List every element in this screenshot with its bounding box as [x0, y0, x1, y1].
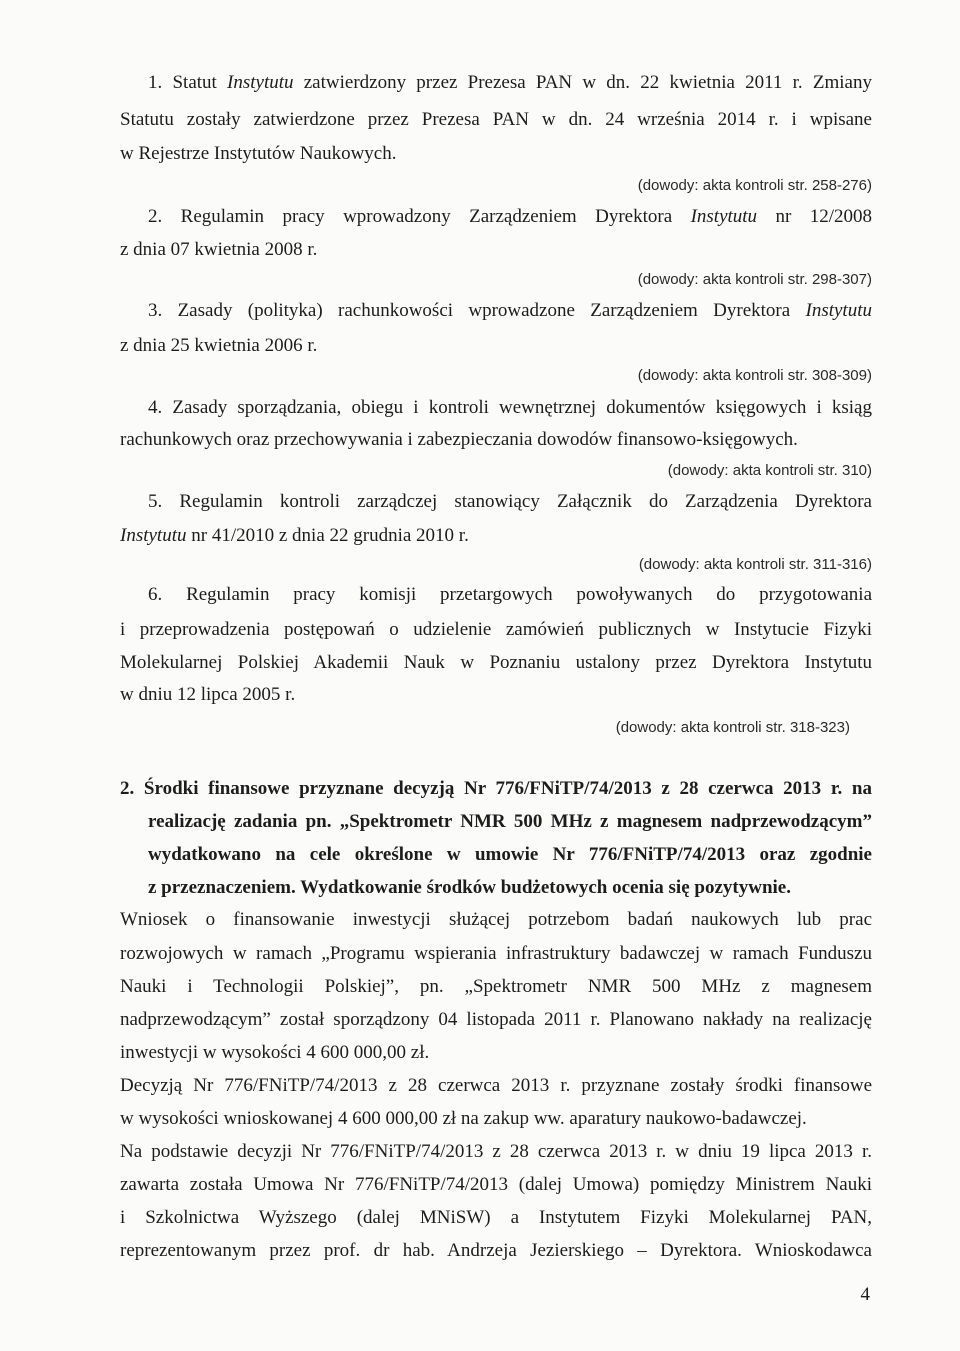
item-1-text-a: Statut — [172, 72, 228, 93]
item-6-line-1 — [148, 583, 872, 607]
item-4-text-a: Zasady sporządzania, obiegu i kontroli wewnętrznej dokumentów księgowych i ksiąg — [172, 397, 872, 418]
item-4-line-1 — [148, 396, 872, 420]
item-1-line-1 — [148, 71, 872, 95]
item-3-line-2: z dnia 25 kwietnia 2006 r. — [120, 335, 318, 356]
paragraph-3-line-1: Na podstawie decyzji Nr 776/FNiTP/74/2013 z 28 czerwca 2013 r. w dniu 19 lipca 2013 r. — [120, 1141, 872, 1162]
item-5-number: 5. — [148, 491, 163, 512]
item-3-evidence: (dowody: akta kontroli str. 308-309) — [637, 367, 872, 384]
item-1-text-b: zatwierdzony przez Prezesa PAN w dn. 22 kwietnia 2011 r. Zmiany — [293, 72, 872, 93]
item-2-evidence: (dowody: akta kontroli str. 298-307) — [637, 271, 872, 288]
paragraph-1-line-2: rozwojowych w ramach „Programu wspierania infrastruktury badawczej w ramach Funduszu — [120, 943, 872, 964]
item-3-text-a: Zasady (polityka) rachunkowości wprowadzone Zarządzeniem Dyrektora — [177, 300, 806, 321]
paragraph-1-line-5: inwestycji w wysokości 4 600 000,00 zł. — [120, 1042, 430, 1063]
item-2-text-b: nr 12/2008 — [757, 206, 872, 227]
item-5-evidence: (dowody: akta kontroli str. 311-316) — [638, 556, 872, 573]
item-5-text-a: Regulamin kontroli zarządczej stanowiący Załącznik do Zarządzenia Dyrektora — [179, 491, 872, 512]
item-3-number: 3. — [148, 300, 163, 321]
item-2-line-1 — [148, 205, 872, 229]
item-1-evidence: (dowody: akta kontroli str. 258-276) — [637, 177, 872, 194]
item-6-line-2: i przeprowadzenia postępowań o udzielenie zamówień publicznych w Instytucie Fizyki — [120, 619, 872, 640]
item-3-line-1 — [148, 299, 872, 323]
item-4-evidence: (dowody: akta kontroli str. 310) — [667, 462, 872, 479]
item-4-number: 4. — [148, 397, 163, 418]
section-2-heading-line-1: 2. Środki finansowe przyznane decyzją Nr 776/FNiTP/74/2013 z 28 czerwca 2013 r. na — [120, 778, 872, 799]
paragraph-1-line-4: nadprzewodzącym” został sporządzony 04 listopada 2011 r. Planowano nakłady na realizację — [120, 1009, 872, 1030]
item-2-line-2: z dnia 07 kwietnia 2008 r. — [120, 239, 318, 260]
item-5-italic: Instytutu — [120, 525, 187, 546]
item-1-italic: Instytutu — [227, 72, 294, 93]
item-6-line-4: w dniu 12 lipca 2005 r. — [120, 684, 296, 705]
item-1-number: 1. — [148, 72, 163, 93]
paragraph-3-line-4: reprezentowanym przez prof. dr hab. Andrzeja Jezierskiego – Dyrektora. Wnioskodawca — [120, 1240, 872, 1261]
item-2-italic: Instytutu — [690, 206, 758, 227]
paragraph-1-line-3: Nauki i Technologii Polskiej”, pn. „Spektrometr NMR 500 MHz z magnesem — [120, 976, 872, 997]
paragraph-2-line-1: Decyzją Nr 776/FNiTP/74/2013 z 28 czerwca 2013 r. przyznane zostały środki finansowe — [120, 1075, 872, 1096]
paragraph-3-line-3: i Szkolnictwa Wyższego (dalej MNiSW) a Instytutem Fizyki Molekularnej PAN, — [120, 1207, 872, 1228]
paragraph-1-line-1: Wniosek o finansowanie inwestycji służącej potrzebom badań naukowych lub prac — [120, 909, 872, 930]
item-6-number: 6. — [148, 584, 163, 605]
item-1-line-2: Statutu zostały zatwierdzone przez Prezesa PAN w dn. 24 września 2014 r. i wpisane — [120, 109, 872, 130]
item-5-text-b: nr 41/2010 z dnia 22 grudnia 2010 r. — [186, 525, 469, 546]
item-6-line-3: Molekularnej Polskiej Akademii Nauk w Poznaniu ustalony przez Dyrektora Instytutu — [120, 652, 872, 673]
item-6-evidence: (dowody: akta kontroli str. 318-323) — [615, 719, 850, 736]
item-5-line-1 — [148, 490, 872, 514]
paragraph-3-line-2: zawarta została Umowa Nr 776/FNiTP/74/2013 (dalej Umowa) pomiędzy Ministrem Nauki — [120, 1174, 872, 1195]
item-2-number: 2. — [148, 206, 163, 227]
section-2-heading-line-3: wydatkowano na cele określone w umowie Nr 776/FNiTP/74/2013 oraz zgodnie — [148, 844, 872, 865]
paragraph-2-line-2: w wysokości wnioskowanej 4 600 000,00 zł na zakup ww. aparatury naukowo-badawczej. — [120, 1108, 807, 1129]
page-number: 4 — [860, 1284, 870, 1305]
item-5-line-2 — [120, 524, 872, 548]
item-1-line-3: w Rejestrze Instytutów Naukowych. — [120, 143, 397, 164]
section-2-heading-line-4: z przeznaczeniem. Wydatkowanie środków budżetowych ocenia się pozytywnie. — [148, 877, 791, 898]
section-2-heading-line-2: realizację zadania pn. „Spektrometr NMR 500 MHz z magnesem nadprzewodzącym” — [148, 811, 872, 832]
item-6-text-a: Regulamin pracy komisji przetargowych powoływanych do przygotowania — [186, 584, 872, 605]
item-3-italic: Instytutu — [805, 300, 872, 321]
item-2-text-a: Regulamin pracy wprowadzony Zarządzeniem Dyrektora — [180, 206, 691, 227]
item-4-line-2: rachunkowych oraz przechowywania i zabezpieczania dowodów finansowo-księgowych. — [120, 429, 798, 450]
